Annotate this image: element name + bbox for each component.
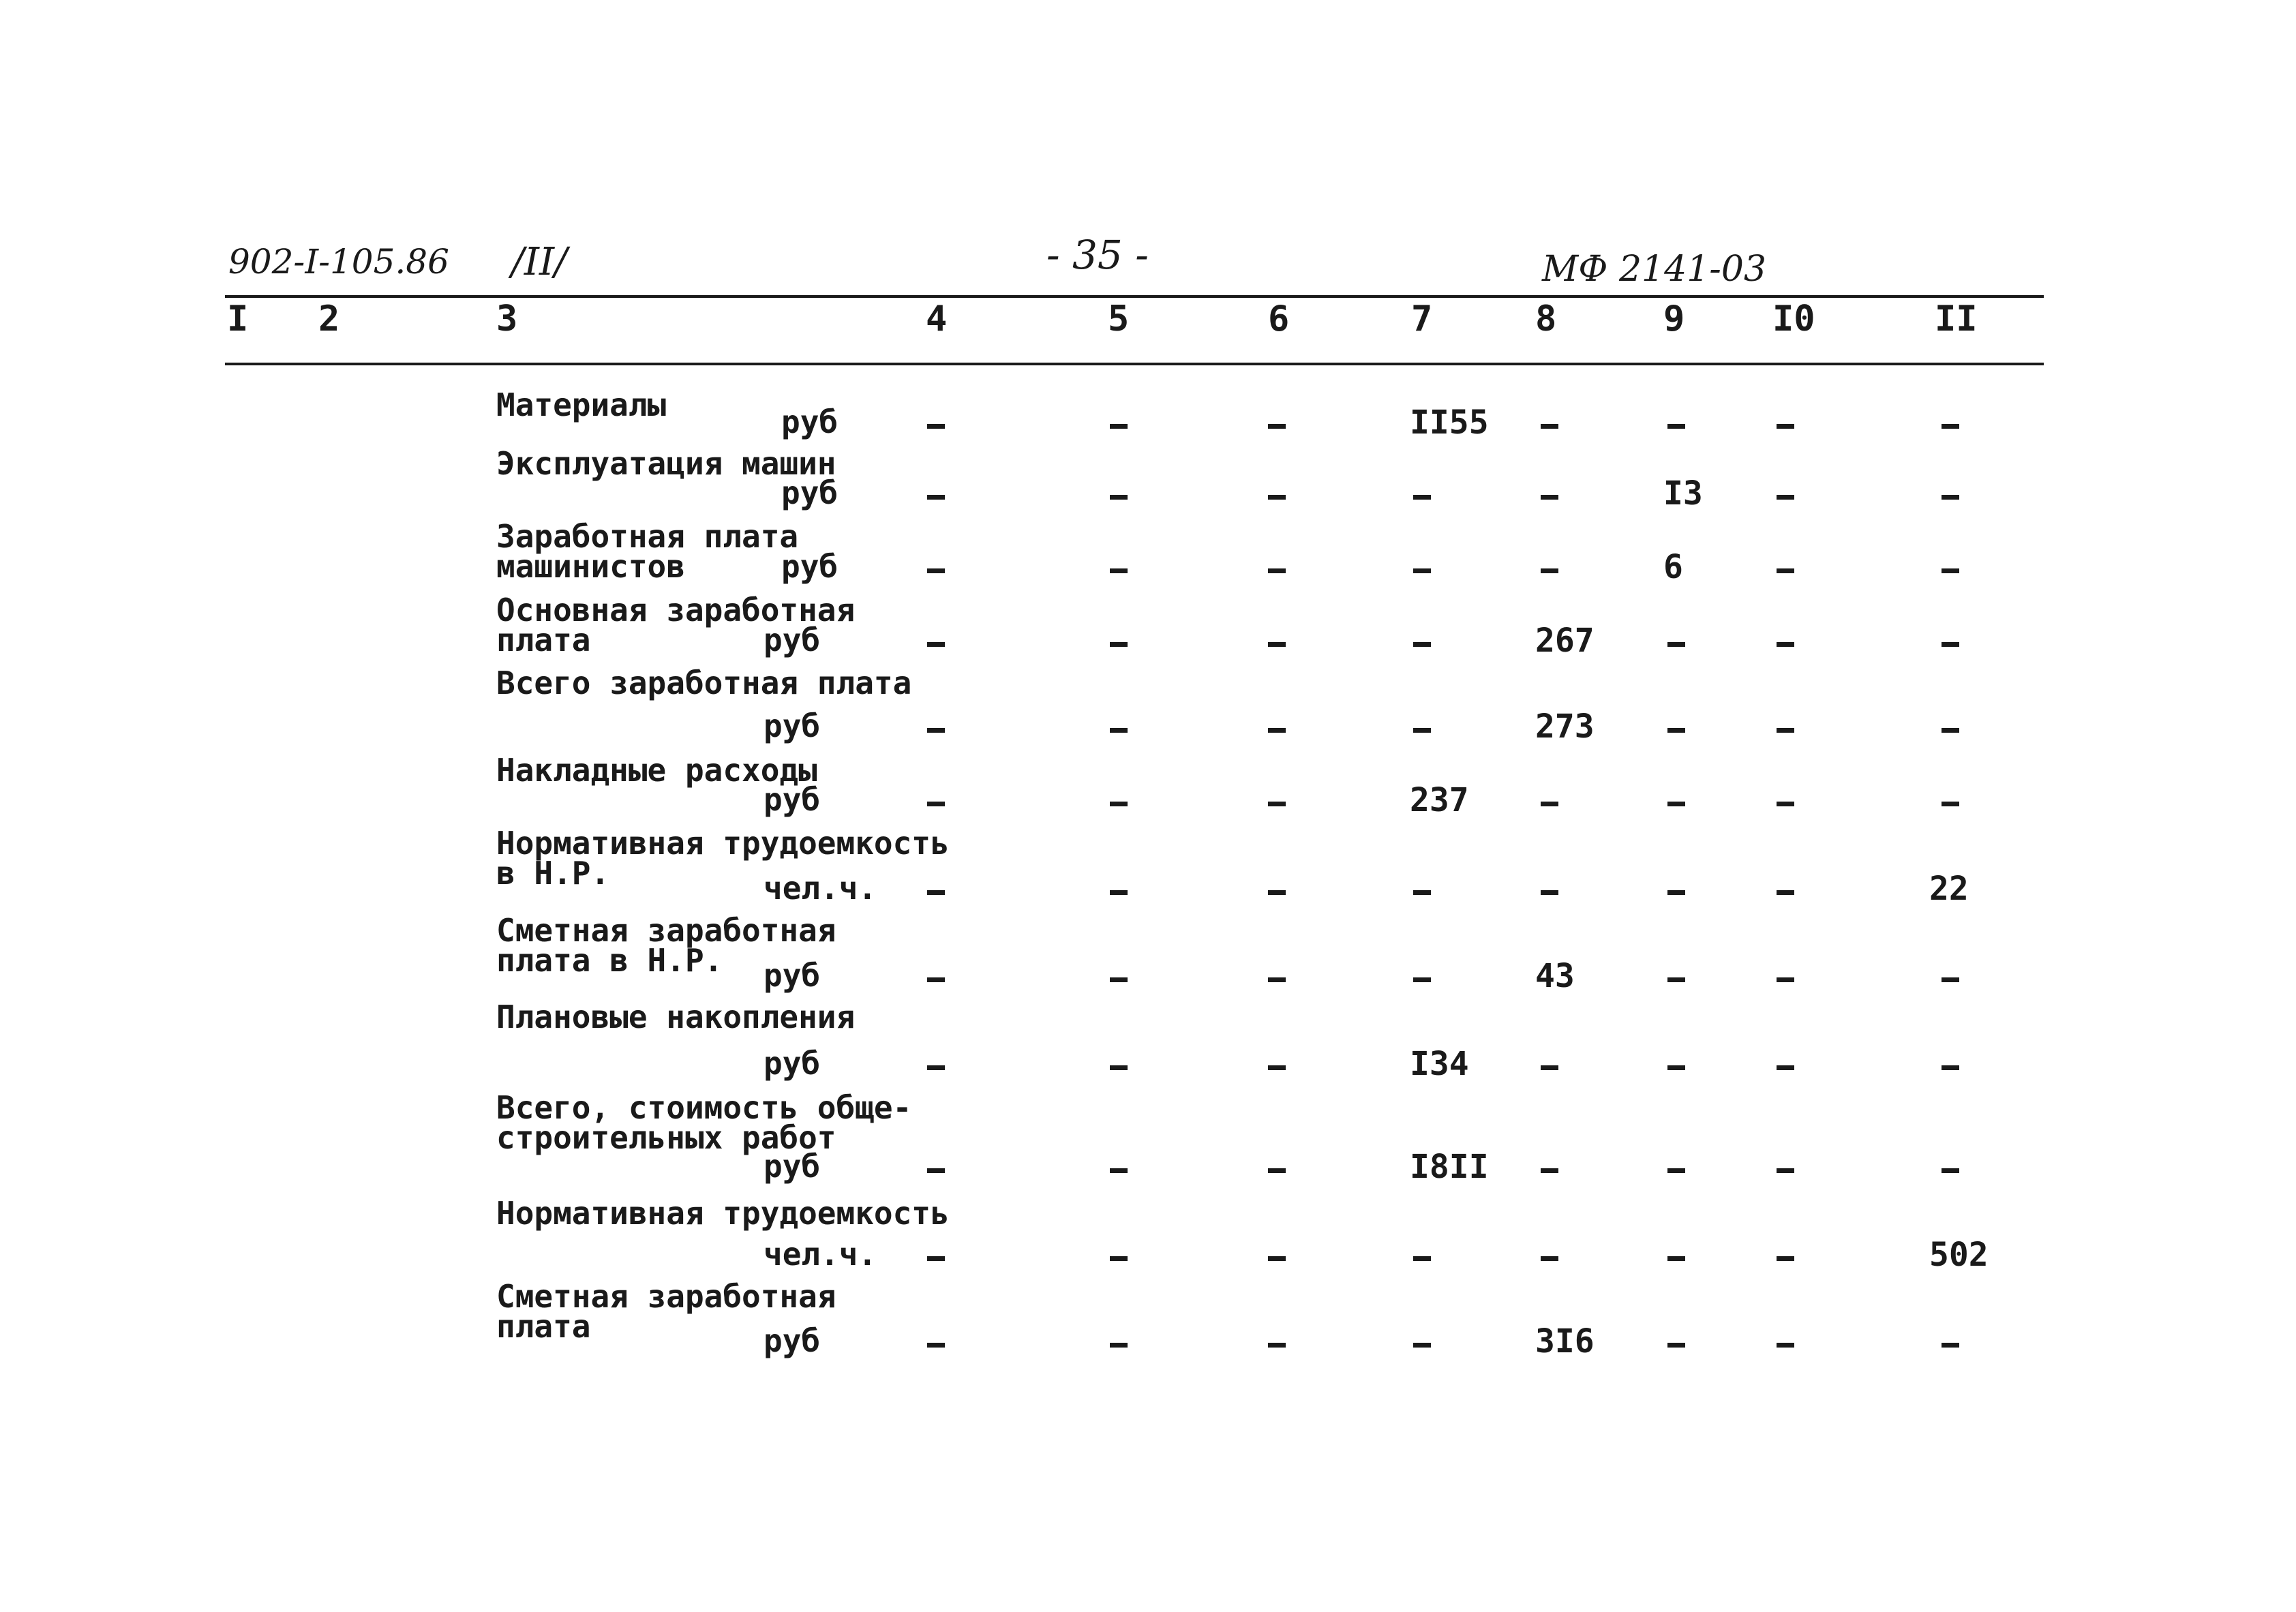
empty-cell-dash <box>927 424 945 429</box>
col-num-11: II <box>1935 299 1978 339</box>
row-unit: руб <box>764 1045 821 1082</box>
empty-cell-dash <box>1667 1168 1685 1173</box>
empty-cell-dash <box>1413 977 1431 982</box>
doc-code: 902-I-105.86 <box>228 242 449 282</box>
empty-cell-dash <box>1110 1168 1128 1173</box>
empty-cell-dash <box>1413 495 1431 500</box>
empty-cell-dash <box>1110 495 1128 500</box>
empty-cell-dash <box>927 728 945 733</box>
table-cell-value: I3 <box>1663 474 1703 513</box>
row-label: Накладные расходы <box>496 752 817 789</box>
empty-cell-dash <box>1268 495 1286 500</box>
empty-cell-dash <box>1413 1343 1431 1348</box>
empty-cell-dash <box>1413 1256 1431 1261</box>
row-label: Нормативная трудоемкость <box>496 1195 950 1232</box>
empty-cell-dash <box>1413 568 1431 573</box>
empty-cell-dash <box>1413 728 1431 733</box>
empty-cell-dash <box>1777 728 1794 733</box>
empty-cell-dash <box>1110 642 1128 647</box>
empty-cell-dash <box>1110 1065 1128 1070</box>
empty-cell-dash <box>1110 568 1128 573</box>
empty-cell-dash <box>927 495 945 500</box>
row-unit: чел.ч. <box>764 870 877 907</box>
empty-cell-dash <box>927 890 945 895</box>
empty-cell-dash <box>1268 728 1286 733</box>
row-unit: руб <box>764 708 821 744</box>
empty-cell-dash <box>1268 568 1286 573</box>
col-num-9: 9 <box>1663 299 1685 339</box>
empty-cell-dash <box>1777 977 1794 982</box>
col-num-2: 2 <box>318 299 340 339</box>
empty-cell-dash <box>927 1168 945 1173</box>
table-cell-value: 3I6 <box>1535 1322 1595 1360</box>
empty-cell-dash <box>1777 890 1794 895</box>
row-unit: чел.ч. <box>764 1236 877 1273</box>
col-num-1: I <box>227 299 249 339</box>
empty-cell-dash <box>1541 802 1558 806</box>
table-cell-value: 267 <box>1535 622 1595 660</box>
empty-cell-dash <box>1110 802 1128 806</box>
empty-cell-dash <box>1667 1343 1685 1348</box>
row-label: Эксплуатация машин <box>496 445 836 482</box>
table-cell-value: I8II <box>1410 1148 1489 1186</box>
header-rule-top <box>225 295 2044 298</box>
empty-cell-dash <box>1667 890 1685 895</box>
empty-cell-dash <box>1268 1256 1286 1261</box>
empty-cell-dash <box>1413 642 1431 647</box>
empty-cell-dash <box>1110 977 1128 982</box>
empty-cell-dash <box>1777 1065 1794 1070</box>
empty-cell-dash <box>1110 1256 1128 1261</box>
row-unit: руб <box>764 1322 821 1359</box>
row-label: Сметная заработная плата в Н.Р. <box>496 912 836 979</box>
empty-cell-dash <box>1541 890 1558 895</box>
row-unit: руб <box>764 622 821 658</box>
empty-cell-dash <box>1268 1065 1286 1070</box>
empty-cell-dash <box>1777 1256 1794 1261</box>
empty-cell-dash <box>1667 1065 1685 1070</box>
empty-cell-dash <box>927 1065 945 1070</box>
empty-cell-dash <box>1667 728 1685 733</box>
row-label: Материалы <box>496 386 667 423</box>
page-number: - 35 - <box>1046 232 1149 278</box>
empty-cell-dash <box>1667 802 1685 806</box>
empty-cell-dash <box>927 642 945 647</box>
empty-cell-dash <box>1268 424 1286 429</box>
empty-cell-dash <box>1541 1256 1558 1261</box>
empty-cell-dash <box>1942 1168 1959 1173</box>
row-unit: руб <box>764 957 821 994</box>
empty-cell-dash <box>1942 642 1959 647</box>
row-label: Всего, стоимость обще- строительных работ <box>496 1089 912 1156</box>
empty-cell-dash <box>927 977 945 982</box>
empty-cell-dash <box>1777 424 1794 429</box>
empty-cell-dash <box>1777 802 1794 806</box>
col-num-6: 6 <box>1268 299 1290 339</box>
empty-cell-dash <box>927 1256 945 1261</box>
row-unit: руб <box>764 1148 821 1185</box>
col-num-4: 4 <box>926 299 948 339</box>
table-cell-value: II55 <box>1410 404 1489 442</box>
section-code: /II/ <box>511 240 567 284</box>
empty-cell-dash <box>1667 977 1685 982</box>
empty-cell-dash <box>927 568 945 573</box>
empty-cell-dash <box>1541 495 1558 500</box>
empty-cell-dash <box>1541 424 1558 429</box>
empty-cell-dash <box>1777 495 1794 500</box>
empty-cell-dash <box>1942 1343 1959 1348</box>
row-label: Заработная плата машинистов <box>496 518 799 585</box>
empty-cell-dash <box>1942 1065 1959 1070</box>
row-label: Нормативная трудоемкость в Н.Р. <box>496 825 950 892</box>
empty-cell-dash <box>1541 568 1558 573</box>
col-num-10: I0 <box>1772 299 1815 339</box>
row-label: Основная заработная плата <box>496 592 856 658</box>
empty-cell-dash <box>927 802 945 806</box>
row-label: Сметная заработная плата <box>496 1278 836 1345</box>
empty-cell-dash <box>1413 890 1431 895</box>
empty-cell-dash <box>1777 568 1794 573</box>
empty-cell-dash <box>1268 977 1286 982</box>
empty-cell-dash <box>1777 1343 1794 1348</box>
table-cell-value: 43 <box>1535 957 1575 995</box>
empty-cell-dash <box>1268 890 1286 895</box>
row-unit: руб <box>764 781 821 818</box>
empty-cell-dash <box>1942 424 1959 429</box>
empty-cell-dash <box>1667 424 1685 429</box>
row-unit: руб <box>781 474 839 511</box>
table-cell-value: 502 <box>1929 1236 1989 1274</box>
empty-cell-dash <box>1268 642 1286 647</box>
table-cell-value: 237 <box>1410 781 1469 819</box>
empty-cell-dash <box>1110 424 1128 429</box>
empty-cell-dash <box>1268 1343 1286 1348</box>
table-cell-value: 6 <box>1663 548 1683 586</box>
empty-cell-dash <box>1942 728 1959 733</box>
col-num-8: 8 <box>1535 299 1557 339</box>
empty-cell-dash <box>1268 1168 1286 1173</box>
col-num-7: 7 <box>1411 299 1433 339</box>
row-unit: руб <box>781 404 839 440</box>
row-unit: руб <box>781 548 839 585</box>
empty-cell-dash <box>1667 642 1685 647</box>
header-rule-bottom <box>225 363 2044 365</box>
empty-cell-dash <box>1942 977 1959 982</box>
empty-cell-dash <box>1110 890 1128 895</box>
col-num-3: 3 <box>496 299 518 339</box>
empty-cell-dash <box>1667 1256 1685 1261</box>
empty-cell-dash <box>1110 728 1128 733</box>
empty-cell-dash <box>1777 1168 1794 1173</box>
col-num-5: 5 <box>1108 299 1130 339</box>
empty-cell-dash <box>1541 1065 1558 1070</box>
empty-cell-dash <box>1268 802 1286 806</box>
row-label: Плановые накопления <box>496 999 856 1035</box>
empty-cell-dash <box>1777 642 1794 647</box>
table-cell-value: 22 <box>1929 870 1969 908</box>
row-label: Всего заработная плата <box>496 665 912 701</box>
album-code: МФ 2141-03 <box>1542 249 1767 290</box>
table-cell-value: I34 <box>1410 1045 1469 1083</box>
table-cell-value: 273 <box>1535 708 1595 746</box>
empty-cell-dash <box>1541 1168 1558 1173</box>
empty-cell-dash <box>1942 802 1959 806</box>
empty-cell-dash <box>1942 568 1959 573</box>
empty-cell-dash <box>1110 1343 1128 1348</box>
empty-cell-dash <box>1942 495 1959 500</box>
empty-cell-dash <box>927 1343 945 1348</box>
